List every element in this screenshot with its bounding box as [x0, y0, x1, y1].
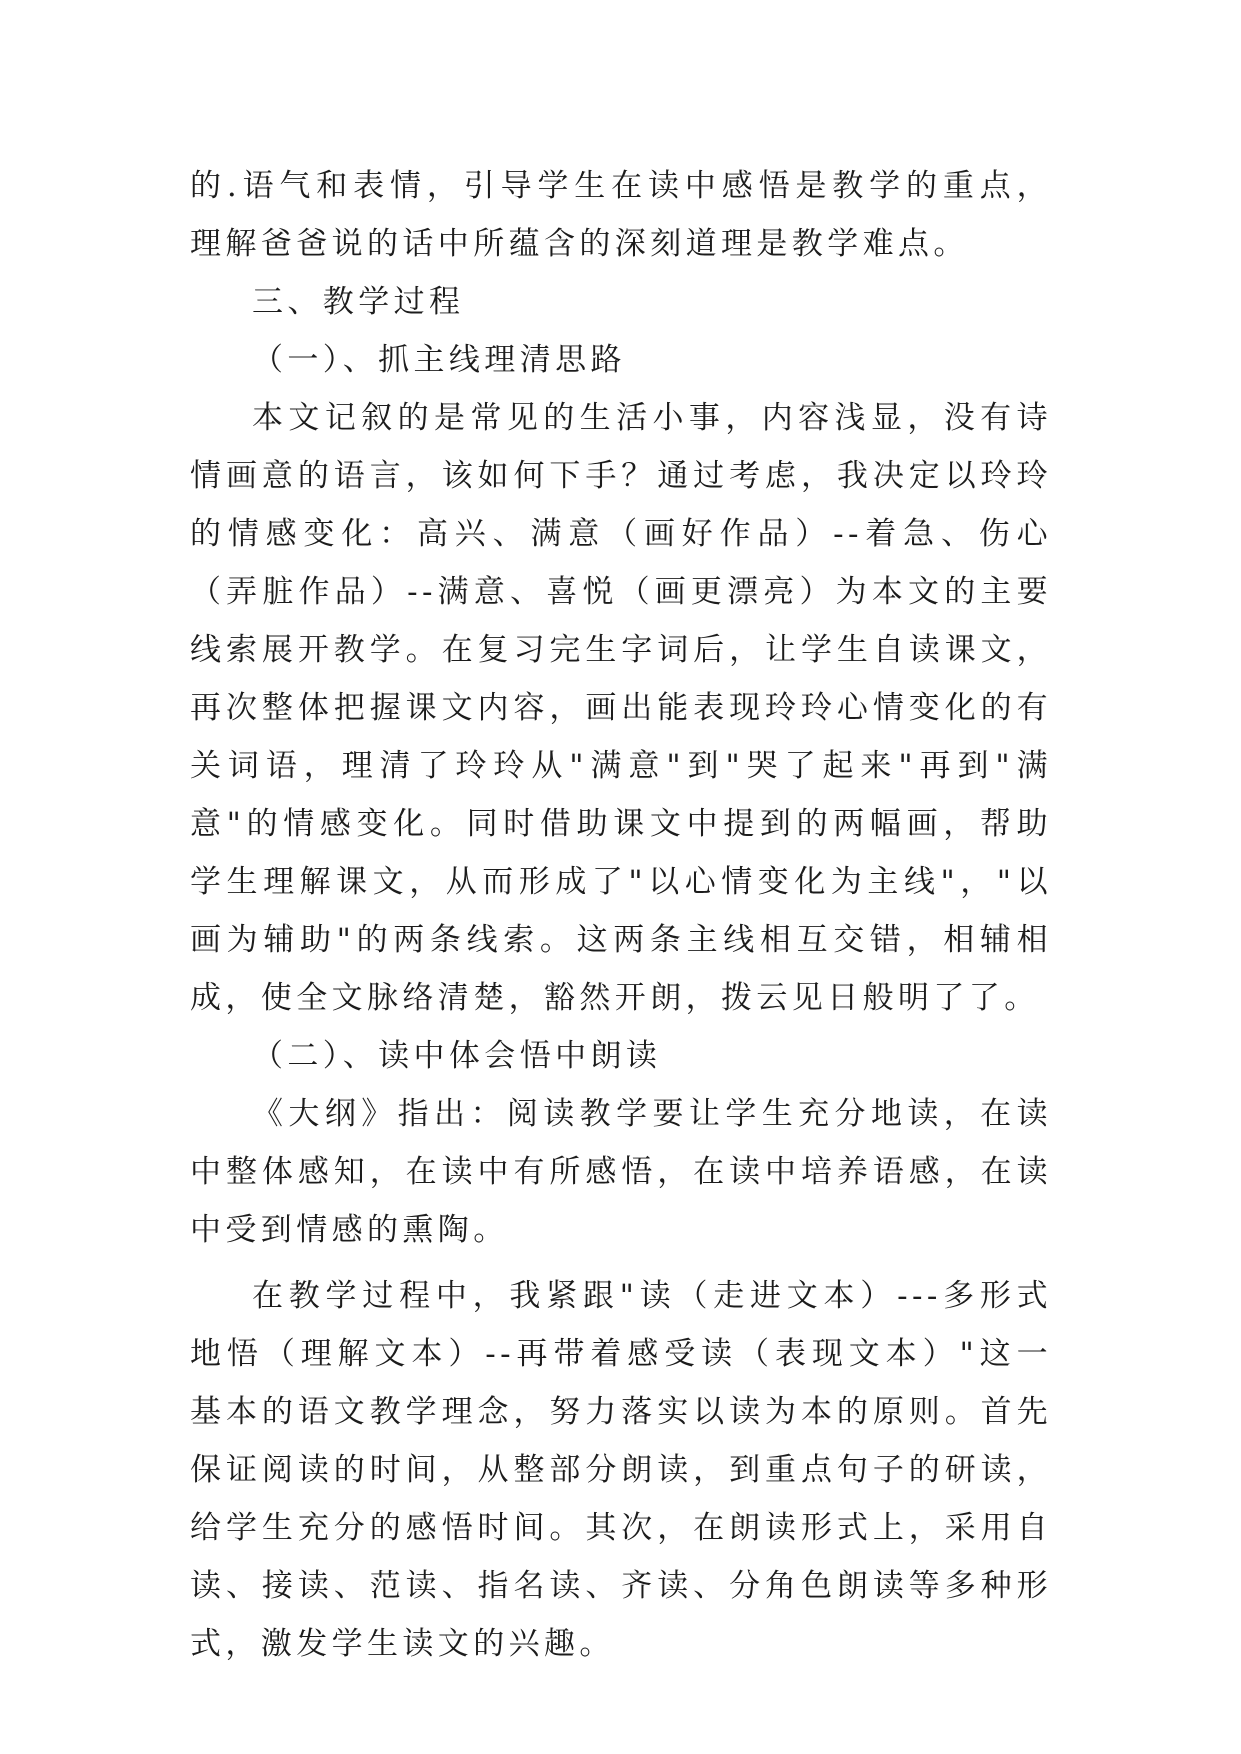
paragraph-main-thread: 本文记叙的是常见的生活小事，内容浅显，没有诗情画意的语言，该如何下手？通过考虑，我决定以玲玲的情感变化：高兴、满意（画好作品）--着急、伤心（弄脏作品）--满意、喜悦（画更漂亮）为本文的主要线索展开教学。在复习完生字词后，让学生自读课文，再次整体把握课文内容，画出能表现玲玲心情变化的有关词语，理清了玲玲从"满意"到"哭了起来"再到"满意"的情感变化。同时借助课文中提到的两幅画，帮助学生理解课文，从而形成了"以心情变化为主线"，"以画为辅助"的两条线索。这两条主线相互交错，相辅相成，使全文脉络清楚，豁然开朗，拨云见日般明了了。 — [190, 400, 1052, 1016]
subheading-main-thread: （一）、抓主线理清思路 — [252, 342, 626, 378]
heading-teaching-process: 三、教学过程 — [252, 284, 465, 320]
subheading-reading: （二）、读中体会悟中朗读 — [252, 1038, 662, 1074]
paragraph-reading-process: 在教学过程中，我紧跟"读（走进文本）---多形式地悟（理解文本）--再带着感受读（表现文本）"这一基本的语文教学理念，努力落实以读为本的原则。首先保证阅读的时间，从整部分朗读，到重点句子的研读，给学生充分的感悟时间。其次，在朗读形式上，采用自读、接读、范读、指名读、齐读、分角色朗读等多种形式，激发学生读文的兴趣。 — [190, 1278, 1052, 1662]
document-body — [190, 157, 1052, 1673]
paragraph-teaching-focus: 的.语气和表情，引导学生在读中感悟是教学的重点，理解爸爸说的话中所蕴含的深刻道理是教学难点。 — [190, 168, 1052, 262]
paragraph-syllabus: 《大纲》指出：阅读教学要让学生充分地读，在读中整体感知，在读中有所感悟，在读中培养语感，在读中受到情感的熏陶。 — [190, 1096, 1052, 1248]
